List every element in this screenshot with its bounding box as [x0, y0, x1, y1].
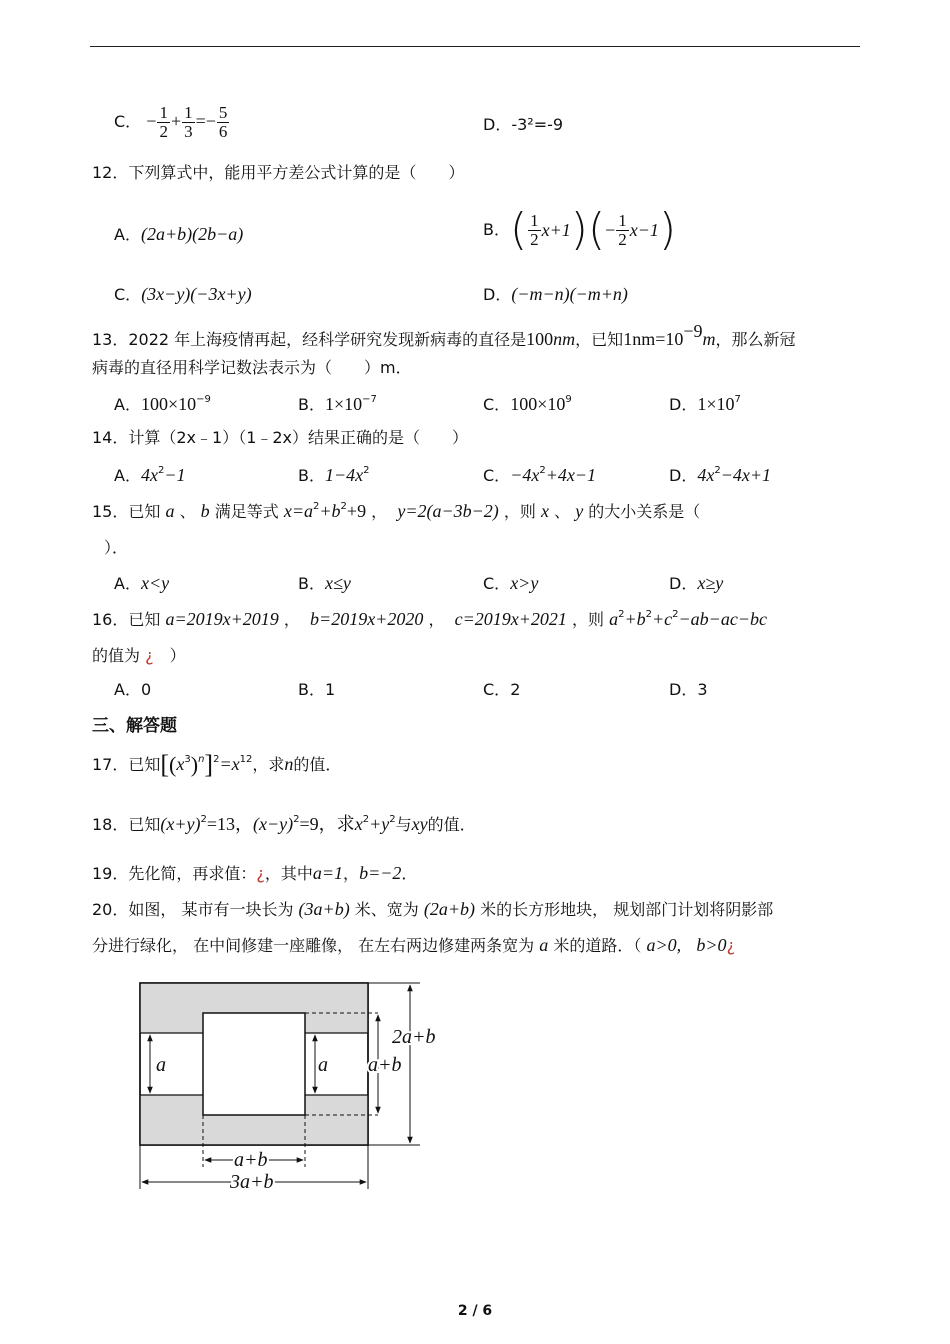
- label-3a-plus-b: 3a+b: [230, 1171, 274, 1193]
- label-a-mid: a: [318, 1054, 328, 1076]
- q14-option-b: B．$1-4x^2$: [298, 465, 370, 485]
- header-rule: [90, 46, 860, 47]
- q13-stem-line2: 病毒的直径用科学记数法表示为（ ）m．: [92, 358, 412, 377]
- fraction: $\frac{5}{6}$: [218, 103, 228, 141]
- q12-option-b: B．( $\frac{1}{2}$ x+1)(− $\frac{1}{2}$ x−1): [483, 204, 677, 255]
- q13-stem-line1: 13．2022 年上海疫情再起，经科学研究发现新病毒的直径是100nm，已知$1nm=10^{-9}m$，那么新冠: [92, 321, 796, 349]
- q11-option-c: C． − $\frac{1}{2}$ + $\frac{1}{3}$ =− $\frac{5}{6}$: [114, 103, 228, 141]
- q16-option-c: C．2: [483, 680, 521, 699]
- q12-option-a: A．(2a+b)(2b−a): [114, 224, 244, 244]
- q15-stem-line2: ）．: [104, 538, 129, 557]
- q15-stem-line1: 15．已知 a 、 b 满足等式 $x=a^2+b^2+9$ ， y=2(a−3b−2) ，则 x 、 y 的大小关系是（: [92, 501, 701, 521]
- q12-option-c: C．(3x−y)(−3x+y): [114, 284, 252, 304]
- q17-stem: 17．已知$[(x^3)^n]^2=x^{12}$，求n的值．: [92, 750, 342, 779]
- label-a-left: a: [156, 1054, 166, 1076]
- q16-stem-line1: 16．已知 a=2019x+2019 ， b=2019x+2020 ， c=2019x+2021 ，则 $a^2+b^2+c^2-ab-ac-bc$: [92, 609, 767, 629]
- option-label: C．: [114, 111, 142, 131]
- q16-option-d: D．3: [669, 680, 708, 699]
- label-2a-plus-b: 2a+b: [392, 1026, 436, 1048]
- q18-stem: 18．已知$(x+y)^2=13$，$(x-y)^2=9$，求$x^2+y^2$与xy的值．: [92, 814, 476, 834]
- q15-option-c: C．x>y: [483, 573, 539, 593]
- q16-option-a: A．0: [114, 680, 152, 699]
- q14-option-d: D．$4x^2-4x+1$: [669, 465, 771, 485]
- q11-option-d: D．-3²=-9: [483, 115, 564, 134]
- q13-option-a: A．$100\times 10^{-9}$: [114, 394, 211, 414]
- q12-stem: 12．下列算式中，能用平方差公式计算的是（ ）: [92, 163, 465, 182]
- q15-option-b: B．x≤y: [298, 573, 351, 593]
- q14-stem: 14．计算（2x﹣1）（1﹣2x）结果正确的是（ ）: [92, 428, 469, 447]
- q13-option-b: B．$1\times 10^{-7}$: [298, 394, 377, 414]
- q12-option-d: D．(−m−n)(−m+n): [483, 284, 628, 304]
- section-heading: 三、解答题: [92, 716, 177, 736]
- q13-option-c: C．$100\times 10^9$: [483, 394, 572, 414]
- q14-option-a: A．$4x^2-1$: [114, 465, 186, 485]
- fraction: $\frac{1}{2}$: [159, 103, 168, 141]
- q13-option-d: D．$1\times 10^7$: [669, 394, 741, 414]
- fraction: $\frac{1}{3}$: [184, 103, 193, 141]
- q14-option-c: C．$-4x^2+4x-1$: [483, 465, 596, 485]
- q16-stem-line2: 的值为 ¿ ）: [92, 646, 186, 665]
- q15-option-d: D．x≥y: [669, 573, 724, 593]
- q20-stem-line2: 分进行绿化， 在中间修建一座雕像， 在左右两边修建两条宽为 a 米的道路．（ a>0, b>0¿: [92, 935, 736, 955]
- q15-option-a: A．x<y: [114, 573, 170, 593]
- label-a-plus-b-right: a+b: [368, 1054, 402, 1076]
- label-a-plus-b-bottom: a+b: [234, 1149, 268, 1171]
- statue-rectangle: [203, 1013, 305, 1115]
- q20-figure: [130, 975, 450, 1195]
- q19-stem: 19．先化简，再求值：¿，其中a=1，b=−2．: [92, 863, 418, 883]
- q20-stem-line1: 20．如图， 某市有一块长为 (3a+b) 米、宽为 (2a+b) 米的长方形地块， 规划部门计划将阴影部: [92, 899, 774, 919]
- page-number: 2 / 6: [457, 1303, 493, 1319]
- q16-option-b: B．1: [298, 680, 336, 699]
